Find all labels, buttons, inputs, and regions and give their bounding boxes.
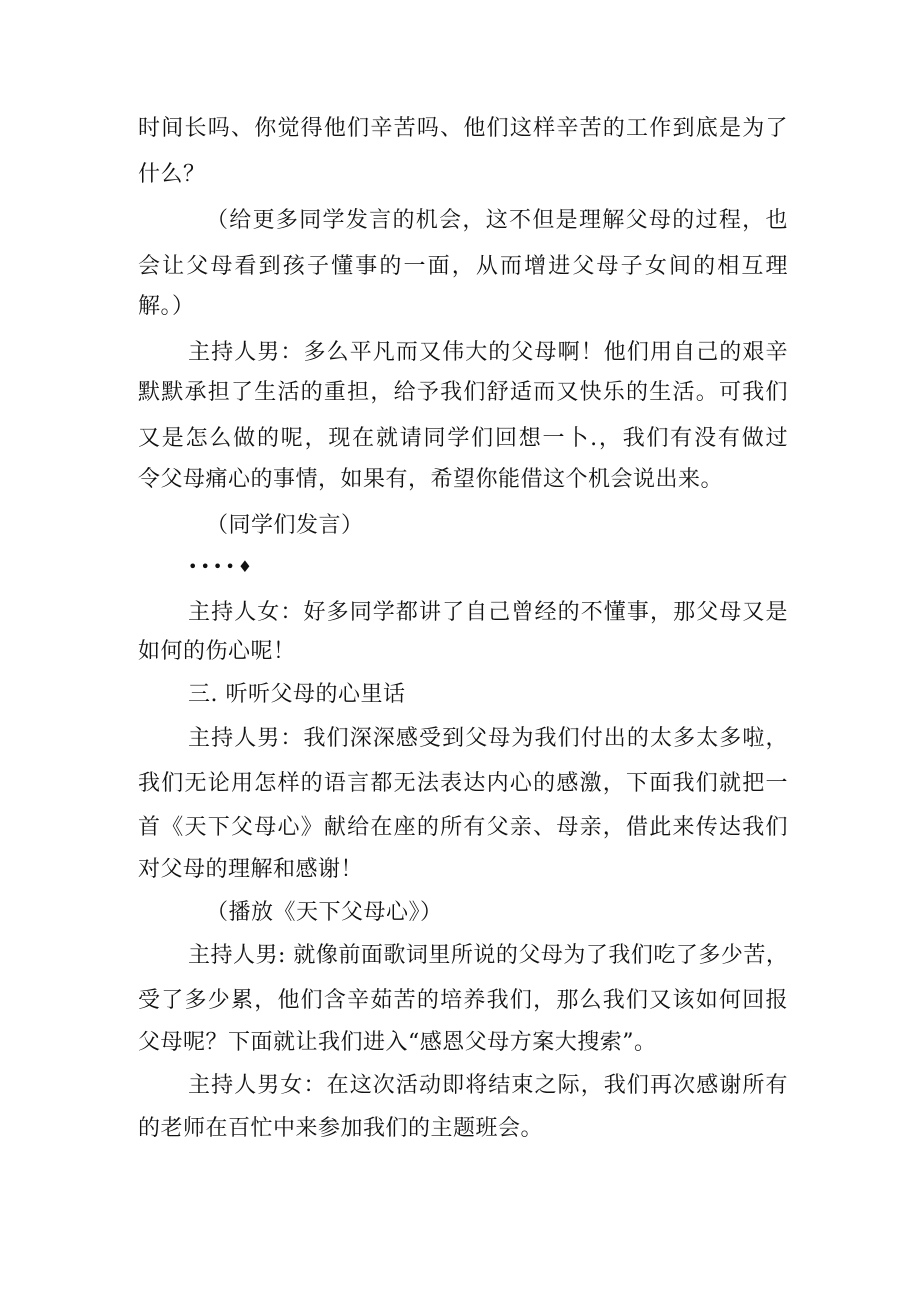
text-line: 什么？: [138, 162, 206, 187]
text-line: 如何的伤心呢！: [138, 639, 296, 664]
text-line: 主持人男：我们深深感受到父母为我们付出的太多太多啦，: [188, 726, 788, 751]
text-line: 受了多少累，他们含辛茹苦的培养我们，那么我们又该如何回报: [138, 988, 788, 1013]
text-line: 主持人男：多么平凡而又伟大的父母啊！他们用自己的艰辛: [188, 340, 788, 365]
text-line: 主持人男: 就像前面歌词里所说的父母为了我们吃了多少苦，: [188, 943, 789, 968]
text-line: 对父母的理解和感谢！: [138, 857, 364, 882]
text-line: （同学们发言）: [206, 513, 364, 538]
ellipsis-marker: ••••♦: [188, 557, 256, 576]
text-line: 解。）: [138, 294, 195, 319]
text-line: 会让父母看到孩子懂事的一面，从而增进父母子女间的相互理: [138, 254, 788, 279]
text-line: （给更多同学发言的机会，这不但是理解父母的过程，也: [206, 208, 788, 233]
text-line: 我们无论用怎样的语言都无法表达内心的感激，下面我们就把一: [138, 771, 788, 796]
text-line: （播放《天下父母心》）: [206, 900, 443, 925]
text-line: 的老师在百忙中来参加我们的主题班会。: [138, 1116, 544, 1141]
text-line: 主持人女：好多同学都讲了自己曾经的不懂事，那父母又是: [188, 600, 788, 625]
text-line: 又是怎么做的呢，现在就请同学们回想一卜.，我们有没有做过: [138, 426, 788, 451]
text-line: 时间长吗、你觉得他们辛苦吗、他们这样辛苦的工作到底是为了: [138, 116, 788, 141]
text-line: 主持人男女：在这次活动即将结束之际，我们再次感谢所有: [188, 1073, 788, 1098]
text-line: 令父母痛心的事情，如果有，希望你能借这个机会说出来。: [138, 467, 724, 492]
section-heading: 三. 听听父母的心里话: [188, 682, 406, 707]
text-line: 首《天下父母心》献给在座的所有父亲、母亲，借此来传达我们: [138, 815, 788, 840]
text-line: 默默承担了生活的重担，给予我们舒适而又快乐的生活。可我们: [138, 380, 788, 405]
text-line: 父母呢？下面就让我们进入“感恩父母方案大搜索”。: [138, 1030, 657, 1055]
